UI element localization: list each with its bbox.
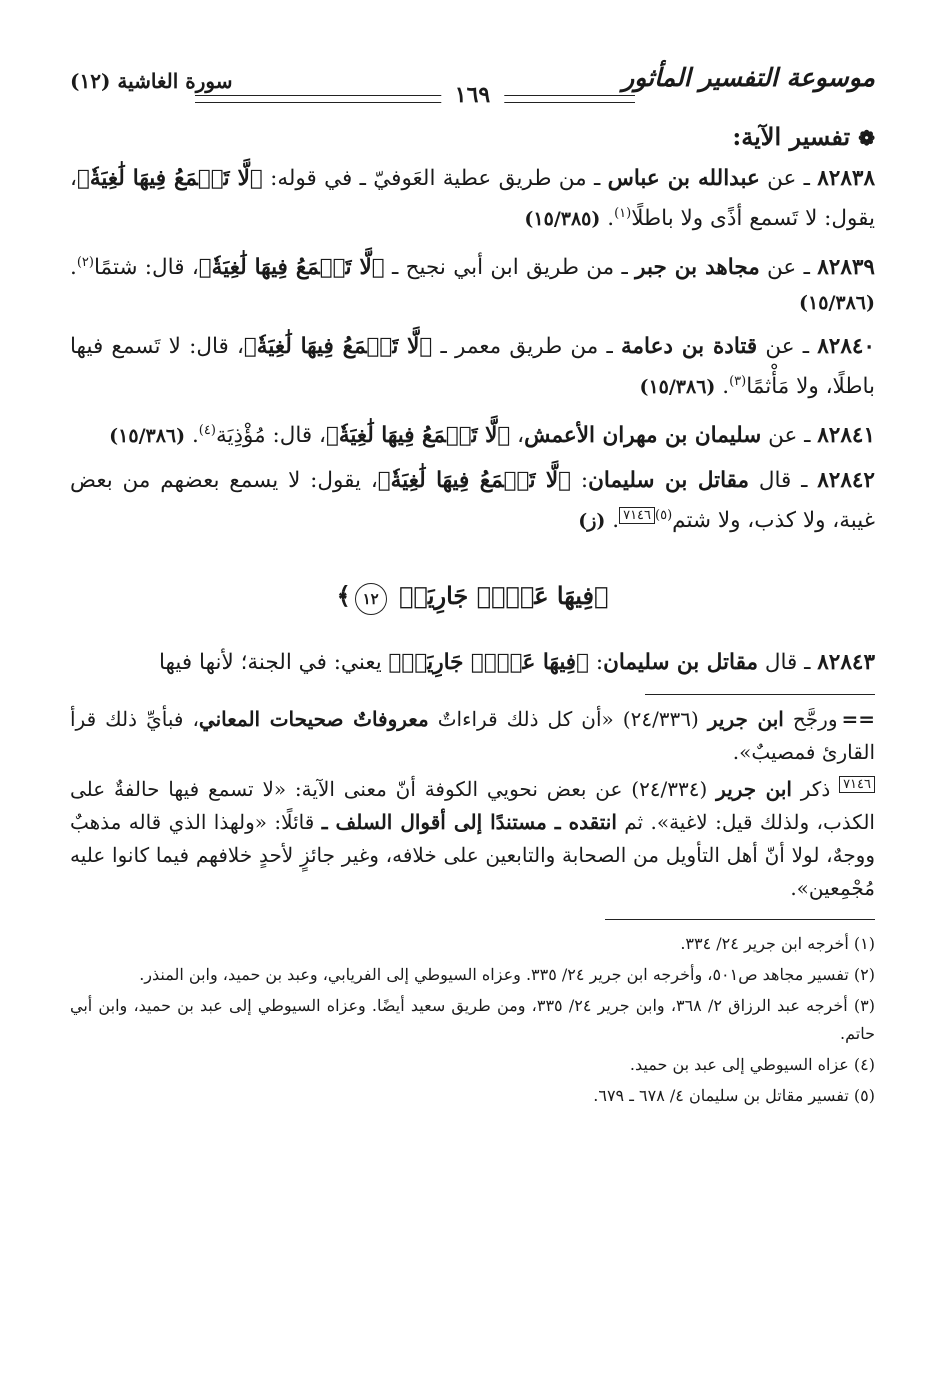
text-run: ـ من طريق عطية العَوفيّ ـ في قوله: bbox=[262, 166, 608, 191]
footnote: (٢) تفسير مجاهد ص٥٠١، وأخرجه ابن جرير ٢٤/ ٣٣٥. وعزاه السيوطي إلى الفريابي، وعبد بن حميد، وابن المنذر. bbox=[139, 964, 875, 984]
quran-verse: ﴿لَّا تَسۡمَعُ فِيهَا لَٰغِيَةٗ﴾ bbox=[198, 255, 385, 281]
text-run: . bbox=[715, 374, 730, 400]
bold-text: انتقده ـ مستندًا إلى أقوال السلف ـ bbox=[321, 809, 617, 834]
entry bbox=[70, 329, 875, 405]
running-header bbox=[70, 55, 875, 110]
text-run: . bbox=[600, 206, 615, 232]
footnotes bbox=[70, 930, 875, 1110]
narrator-name: قتادة بن دعامة bbox=[620, 334, 758, 360]
quran-verse: ﴿لَّا تَسۡمَعُ فِيهَا لَٰغِيَةٗ﴾ bbox=[76, 166, 263, 191]
continuation-marker: == bbox=[841, 706, 875, 731]
note-number-box: ٧١٤٦ bbox=[619, 507, 655, 524]
entry-number: ٨٢٨٤٠ bbox=[817, 334, 875, 360]
text-run: ورجَّح bbox=[783, 706, 838, 731]
text-run: : bbox=[571, 467, 589, 493]
section-title: ❁تفسير الآية: bbox=[732, 122, 875, 151]
text-run: ـ من طريق ابن أبي نجيح ـ bbox=[384, 255, 636, 281]
flower-ornament-icon: ❁ bbox=[858, 126, 875, 150]
footnote-marker: (٥) bbox=[655, 507, 673, 523]
volume-reference: (١٥/٣٨٦) bbox=[109, 425, 186, 448]
note-number-box: ٧١٤٦ bbox=[839, 776, 875, 793]
commentary-block bbox=[70, 703, 875, 905]
entry-number: ٨٢٨٤١ bbox=[817, 423, 875, 449]
text-run: ، يقول: لا تَسمع أذًى ولا باطلًا bbox=[70, 166, 875, 232]
volume-reference: (١٥/٣٨٥) bbox=[524, 208, 601, 231]
text-run: ، قال: مُؤْذِيَة bbox=[215, 423, 326, 449]
narrator-name: سليمان بن مهران الأعمش bbox=[524, 423, 762, 449]
footnote: (٣) أخرجه عبد الرزاق ٢/ ٣٦٨، وابن جرير ٢٤/ ٣٣٥، ومن طريق سعيد أيضًا. وعزاه السيوطي إلى عبد بن حميد، وابن أبي حاتم. bbox=[70, 995, 875, 1043]
commentary-continuation bbox=[70, 703, 875, 769]
footnote-marker: (٢) bbox=[76, 255, 94, 271]
ayah-number-medallion: ١٢ bbox=[355, 583, 387, 615]
footnote-marker: (٣) bbox=[729, 374, 747, 390]
text-run: قائلًا: «ولهذا الذي قاله مذهبٌ ووجهٌ، لولا أنّ أهل التأويل من الصحابة والتابعين على خلافه، وغير جائزٍ لأحدٍ خلافهم فيما كانوا عليه مُجْمِعين». bbox=[70, 809, 875, 900]
narrator-name: مجاهد بن جبر bbox=[635, 255, 760, 281]
text-run: (٢٤/٣٣٦) «أن كل ذلك قراءاتٌ bbox=[428, 706, 708, 731]
footnote: (١) أخرجه ابن جرير ٢٤/ ٣٣٤. bbox=[680, 933, 875, 953]
text-run: . bbox=[605, 507, 620, 533]
text-run: . bbox=[70, 255, 77, 281]
surah-title: سورة الغاشية (١٢) bbox=[70, 69, 233, 93]
volume-reference: (١٥/٣٨٦) bbox=[639, 376, 716, 399]
text-run: (٢٤/٣٣٤) عن بعض نحويي الكوفة أنّ معنى الآية: «لا تسمع فيها حالفةٌ على الكذب، ولذلك قيل: لاغية». ثم bbox=[70, 776, 875, 834]
text-run: . bbox=[185, 423, 199, 449]
text-run: ، يقول: لا يسمع بعضهم من بعض غيبة، ولا كذب، ولا شتم bbox=[70, 467, 875, 533]
text-run: ـ عن bbox=[761, 423, 818, 449]
narrator-name: مقاتل بن سليمان bbox=[603, 649, 758, 675]
text-run: ، bbox=[510, 423, 525, 449]
text-run: يعني: في الجنة؛ لأنها فيها bbox=[158, 649, 389, 675]
ayah-close-bracket: ﴾ bbox=[336, 580, 351, 610]
bold-text: ابن جرير bbox=[716, 776, 792, 801]
narrator-name: عبدالله بن عباس bbox=[607, 166, 760, 191]
text-run: ـ عن bbox=[759, 255, 818, 281]
entry bbox=[70, 413, 875, 454]
text-run: ـ من طريق معمر ـ bbox=[432, 334, 621, 360]
quran-verse: ﴿فِيهَا عَيۡنٞ جَارِيَةٞ﴾ bbox=[388, 649, 589, 675]
text-run: ـ عن bbox=[757, 334, 818, 360]
entry-number: ٨٢٨٤٣ bbox=[817, 649, 875, 675]
footnote-marker: (١) bbox=[614, 206, 632, 221]
quran-verse: ﴿لَّا تَسۡمَعُ فِيهَا لَٰغِيَةٗ﴾ bbox=[377, 467, 572, 493]
commentary-separator bbox=[645, 694, 875, 695]
quran-verse: ﴿لَّا تَسۡمَعُ فِيهَا لَٰغِيَةٗ﴾ bbox=[325, 423, 511, 449]
footnotes-separator bbox=[605, 919, 875, 920]
header-rule bbox=[195, 95, 635, 103]
text-run: ـ قال bbox=[757, 649, 818, 675]
volume-reference: (١٥/٣٨٦) bbox=[799, 292, 875, 315]
bold-text: ابن جرير bbox=[707, 706, 784, 731]
ayah-text: ﴿فِيهَا عَيۡنٞ جَارِيَةٞ bbox=[399, 580, 609, 610]
note-text bbox=[70, 777, 875, 900]
volume-reference: (ز) bbox=[578, 509, 606, 532]
quran-verse: ﴿لَّا تَسۡمَعُ فِيهَا لَٰغِيَةٗ﴾ bbox=[243, 334, 433, 360]
footnote: (٥) تفسير مقاتل بن سليمان ٤/ ٦٧٨ ـ ٦٧٩. bbox=[593, 1085, 875, 1105]
narrator-name: مقاتل بن سليمان bbox=[588, 467, 750, 493]
text-run: ذكر bbox=[791, 776, 840, 801]
book-title: موسوعة التفسير المأثور bbox=[622, 63, 875, 92]
entry bbox=[70, 463, 875, 539]
text-run: ، فبأيِّ ذلك قرأ القارئ فمصيبٌ». bbox=[70, 706, 875, 764]
entry-number: ٨٢٨٤٢ bbox=[817, 467, 875, 493]
bold-text: معروفاتٌ صحيحات المعاني bbox=[198, 706, 429, 731]
text-run: ، قال: شتمًا bbox=[93, 255, 199, 281]
page-number: ١٦٩ bbox=[441, 82, 504, 108]
ayah-banner bbox=[70, 581, 875, 615]
entry-number: ٨٢٨٣٩ bbox=[817, 255, 875, 281]
entry bbox=[70, 245, 875, 321]
text-run: ـ عن bbox=[759, 166, 818, 191]
page bbox=[70, 55, 875, 1113]
entries-list bbox=[70, 161, 875, 539]
footnote: (٤) عزاه السيوطي إلى عبد بن حميد. bbox=[629, 1054, 875, 1074]
entry bbox=[70, 645, 875, 680]
commentary-note bbox=[70, 773, 875, 905]
entry-number: ٨٢٨٣٨ bbox=[817, 166, 875, 191]
text-run: ، قال: لا تَسمع فيها باطلًا، ولا مَأْثمًا bbox=[70, 334, 875, 400]
footnote-marker: (٤) bbox=[198, 423, 216, 439]
text-run: ـ قال bbox=[749, 467, 818, 493]
text-run: : bbox=[588, 649, 604, 675]
entry bbox=[70, 161, 875, 237]
continuation-text bbox=[70, 707, 875, 764]
